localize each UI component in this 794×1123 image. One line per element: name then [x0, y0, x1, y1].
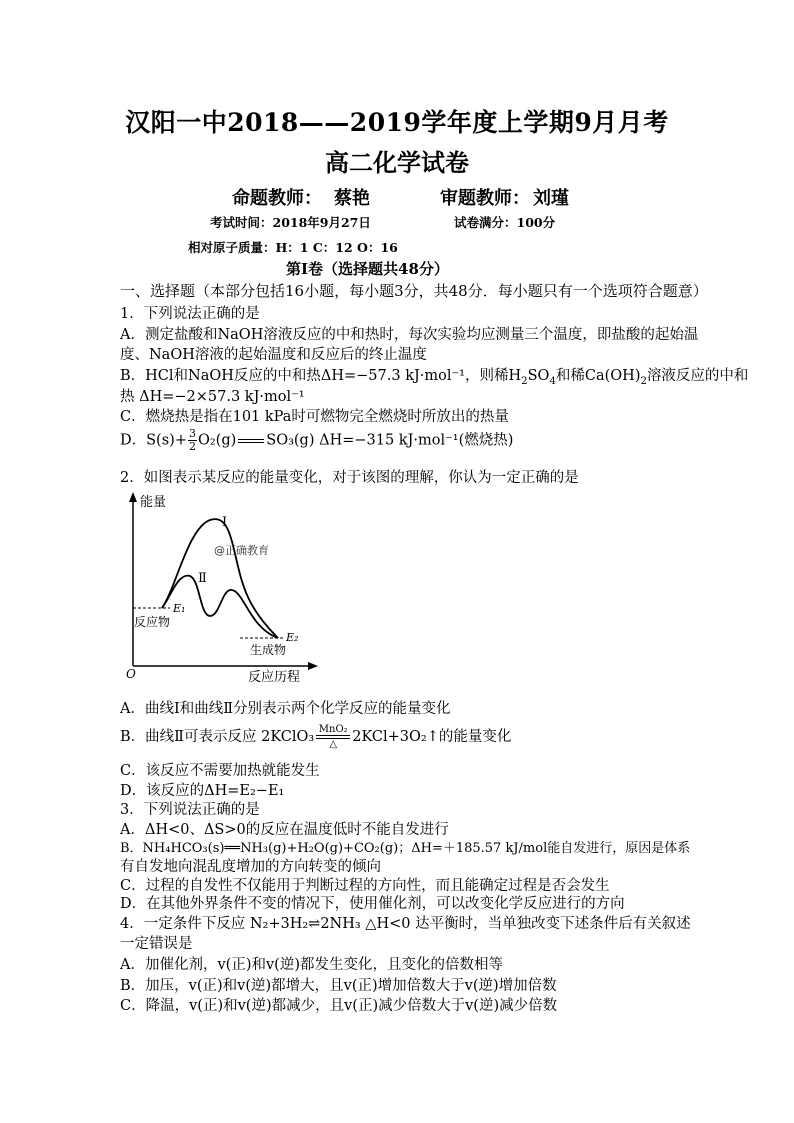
section-one-heading: 一、选择题（本部分包括16小题，每小题3分，共48分．每小题只有一个选项符合题意） [120, 282, 708, 300]
q4-option-a: A．加催化剂，v(正)和v(逆)都发生变化，且变化的倍数相等 [120, 957, 503, 973]
origin-label: O [126, 667, 136, 681]
part-heading: 第Ⅰ卷（选择题共48分） [286, 260, 449, 278]
e2-label: E₂ [286, 631, 299, 644]
curve-one-label: Ⅰ [222, 515, 228, 530]
q1-option-b-line2: 热 ΔH=−2×57.3 kJ·mol⁻¹ [120, 389, 305, 405]
y-axis-arrow-icon [129, 492, 137, 502]
q4-option-c: C．降温，v(正)和v(逆)都减少，且v(正)减少倍数大于v(逆)减少倍数 [120, 998, 558, 1014]
reaction-condition: MnO₂ △ [316, 724, 350, 750]
reviewer-name: 刘瑾 [533, 188, 569, 209]
atomic-mass: 相对原子质量：H：1 C：12 O：16 [188, 240, 398, 255]
author-name: 蔡艳 [334, 188, 370, 209]
q3-option-c: C．过程的自发性不仅能用于判断过程的方向性，而且能确定过程是否会发生 [120, 878, 610, 894]
q3-option-b-line1: B．NH₄HCO₃(s)══NH₃(g)+H₂O(g)+CO₂(g)；ΔH=＋185.57 kJ/mol能自发进行，原因是体系 [120, 841, 691, 856]
energy-diagram [118, 488, 328, 688]
exam-subtitle: 高二化学试卷 [325, 148, 469, 177]
q1-option-a-line2: 度、NaOH溶液的起始温度和反应后的终止温度 [120, 347, 427, 363]
q3-option-d: D．在其他外界条件不变的情况下，使用催化剂，可以改变化学反应进行的方向 [120, 896, 625, 912]
q1-option-d: D．S(s)+ $\frac{3}{2}$ O₂(g) SO₃(g) ΔH=−315 kJ·mol⁻¹(燃烧热) [120, 427, 514, 453]
product-label: 生成物 [250, 643, 287, 657]
q2-stem: 2．如图表示某反应的能量变化，对于该图的理解，你认为一定正确的是 [120, 470, 579, 486]
reactant-label: 反应物 [134, 615, 171, 629]
q3-option-a: A．ΔH<0、ΔS>0的反应在温度低时不能自发进行 [120, 822, 449, 838]
reviewer-label: 审题教师： [440, 188, 530, 209]
q4-stem-line2: 一定错误是 [120, 936, 193, 952]
exam-time: 考试时间：2018年9月27日 [210, 215, 371, 230]
q2-option-d: D．该反应的ΔH=E₂−E₁ [120, 783, 285, 799]
e1-label: E₁ [173, 602, 186, 615]
y-axis-label: 能量 [140, 495, 167, 510]
author-label: 命题教师： [232, 188, 322, 209]
q3-option-b-line2: 有自发地向混乱度增加的方向转变的倾向 [120, 859, 381, 875]
fraction-three-halves: $\frac{3}{2}$ [188, 427, 196, 453]
q4-stem-line1: 4．一定条件下反应 N₂+3H₂⇌2NH₃ △H<0 达平衡时，当单独改变下述条件后有关叙述 [120, 916, 691, 932]
curve-two-label: Ⅱ [198, 571, 207, 586]
equals-arrow-icon [238, 439, 264, 443]
q2-option-a: A．曲线Ⅰ和曲线Ⅱ分别表示两个化学反应的能量变化 [120, 701, 451, 717]
watermark: @正确教育 [214, 544, 269, 557]
q2-option-b: B．曲线Ⅱ可表示反应 2KClO₃ MnO₂ △ 2KCl+3O₂↑的能量变化 [120, 724, 512, 750]
q1-option-a-line1: A．测定盐酸和NaOH溶液反应的中和热时，每次实验均应测量三个温度，即盐酸的起始温 [120, 327, 699, 343]
q1-option-c: C．燃烧热是指在101 kPa时可燃物完全燃烧时所放出的热量 [120, 409, 509, 425]
x-axis-label: 反应历程 [248, 670, 301, 685]
q2-option-c: C．该反应不需要加热就能发生 [120, 763, 320, 779]
exam-title: 汉阳一中2018——2019学年度上学期9月月考 [125, 108, 669, 137]
q3-stem: 3．下列说法正确的是 [120, 802, 260, 818]
q1-stem: 1．下列说法正确的是 [120, 306, 260, 322]
q4-option-b: B．加压，v(正)和v(逆)都增大，且v(正)增加倍数大于v(逆)增加倍数 [120, 978, 557, 994]
full-score: 试卷满分：100分 [454, 215, 556, 230]
q1-option-b-line1: B．HCl和NaOH反应的中和热ΔH=−57.3 kJ·mol⁻¹，则稀$H_2SO_4$和稀$Ca(OH)_2$溶液反应的中和 [120, 368, 749, 387]
x-axis-arrow-icon [308, 662, 318, 670]
curve-one [162, 519, 278, 638]
